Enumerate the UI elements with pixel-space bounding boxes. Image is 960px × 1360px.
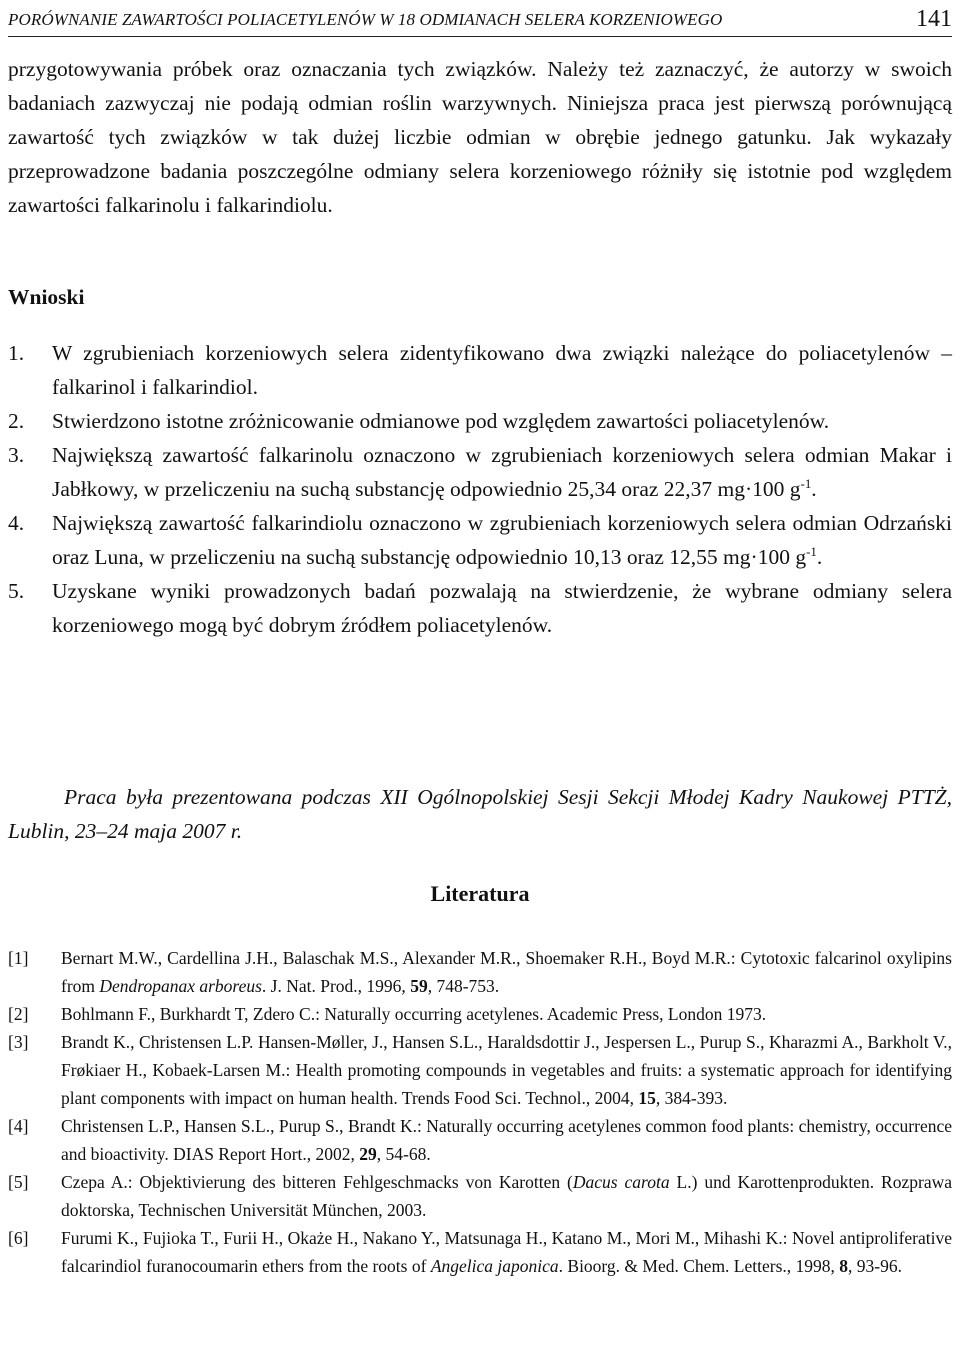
reference-number: [5] xyxy=(8,1172,29,1192)
conclusion-number: 3. xyxy=(8,443,25,467)
reference-text: , 93-96. xyxy=(848,1256,902,1276)
reference-text: L.) und Karottenprodukten. Rozprawa doktorska, Technischen Universität München, 2003. xyxy=(61,1172,952,1220)
reference-item xyxy=(8,1112,952,1168)
reference-number: [3] xyxy=(8,1032,29,1052)
presentation-note: Praca była prezentowana podczas XII Ogólnopolskiej Sesji Sekcji Młodej Kadry Naukowej PTTŻ, Lublin, 23–24 maja 2007 r. xyxy=(8,785,952,843)
reference-volume: 59 xyxy=(410,976,428,996)
references-list xyxy=(8,944,952,1280)
conclusion-text: W zgrubieniach korzeniowych selera zidentyfikowano dwa związki należące do poliacetylenów – falkarinol i falkarindiol. xyxy=(52,341,952,399)
reference-item xyxy=(8,1168,952,1224)
conclusion-number: 4. xyxy=(8,511,25,535)
literature-heading: Literatura xyxy=(430,881,530,906)
reference-text: Bernart M.W., Cardellina J.H., Balaschak M.S., Alexander M.R., Shoemaker R.H., Boyd M.R.: Cytotoxic falcarinol oxylipins from xyxy=(61,948,952,996)
conclusion-item xyxy=(8,574,952,642)
conclusions-heading: Wnioski xyxy=(8,285,85,309)
conclusion-item xyxy=(8,404,952,438)
running-header xyxy=(8,6,952,37)
conclusions-list xyxy=(8,336,952,642)
conclusion-item xyxy=(8,336,952,404)
conclusion-text: Stwierdzono istotne zróżnicowanie odmianowe pod względem zawartości poliacetylenów. xyxy=(52,409,830,433)
conclusion-text-end: . xyxy=(816,545,823,569)
reference-species: Dacus carota xyxy=(572,1172,670,1192)
conclusion-number: 2. xyxy=(8,409,25,433)
reference-text: Brandt K., Christensen L.P. Hansen-Møller, J., Hansen S.L., Haraldsdottir J., Jespersen L., Purup S., Kharazmi A., Barkholt V., Frøkiaer H., Kobaek-Larsen M.: Health promoting compounds in vegetables and fruits: a systematic approach for identifying plant components with impact on human health. Trends Food Sci. Technol., 2004, xyxy=(61,1032,952,1108)
conclusion-text-end: . xyxy=(811,477,817,501)
conclusion-item xyxy=(8,438,952,506)
conclusion-number: 1. xyxy=(8,341,25,365)
conclusion-item xyxy=(8,506,952,574)
reference-text: . J. Nat. Prod., 1996, xyxy=(261,976,411,996)
reference-item xyxy=(8,1224,952,1280)
reference-item xyxy=(8,944,952,1000)
reference-text: , 54-68. xyxy=(376,1144,431,1164)
reference-volume: 8 xyxy=(839,1256,849,1276)
reference-number: [1] xyxy=(8,948,29,968)
reference-volume: 15 xyxy=(638,1088,656,1108)
reference-number: [6] xyxy=(8,1228,29,1248)
reference-text: . Bioorg. & Med. Chem. Letters., 1998, xyxy=(558,1256,840,1276)
unit-superscript: -1 xyxy=(806,544,817,559)
reference-text: , 748-753. xyxy=(427,976,500,996)
conclusion-text: Największą zawartość falkarinolu oznaczono w zgrubieniach korzeniowych selera odmian Makar i Jabłkowy, w przeliczeniu na suchą substancję odpowiednio 25,34 oraz 22,37 mg·100 g xyxy=(52,443,952,501)
conclusion-text: Uzyskane wyniki prowadzonych badań pozwalają na stwierdzenie, że wybrane odmiany selera korzeniowego mogą być dobrym źródłem poliacetylenów. xyxy=(52,579,952,637)
reference-species: Angelica japonica xyxy=(430,1256,559,1276)
reference-text: Czepa A.: Objektivierung des bitteren Fehlgeschmacks von Karotten ( xyxy=(61,1172,573,1192)
reference-text: , 384-393. xyxy=(655,1088,728,1108)
conclusion-text: Największą zawartość falkarindiolu oznaczono w zgrubieniach korzeniowych selera odmian Odrzański oraz Luna, w przeliczeniu na suchą substancję odpowiednio 10,13 oraz 12,55 mg·100 g xyxy=(52,511,952,569)
reference-item xyxy=(8,1000,952,1028)
reference-item xyxy=(8,1028,952,1112)
page-number: 141 xyxy=(916,6,952,32)
running-title: PORÓWNANIE ZAWARTOŚCI POLIACETYLENÓW W 18 ODMIANACH SELERA KORZENIOWEGO xyxy=(8,10,723,29)
reference-text: Christensen L.P., Hansen S.L., Purup S., Brandt K.: Naturally occurring acetylenes common food plants: chemistry, occurrence and bioactivity. DIAS Report Hort., 2002, xyxy=(61,1116,952,1164)
reference-species: Dendropanax arboreus xyxy=(99,976,262,996)
reference-text: Furumi K., Fujioka T., Furii H., Okaże H., Nakano Y., Matsunaga H., Katano M., Mori M., Mihashi K.: Novel antiproliferative falcarindiol furanocoumarin ethers from the roots of xyxy=(61,1228,952,1276)
intro-paragraph: przygotowywania próbek oraz oznaczania tych związków. Należy też zaznaczyć, że autorzy w swoich badaniach zazwyczaj nie podają odmian roślin warzywnych. Niniejsza praca jest pierwszą porównującą zawartość tych związków w tak dużej liczbie odmian w obrębie jednego gatunku. Jak wykazały przeprowadzone badania poszczególne odmiany selera korzeniowego różniły się istotnie pod względem zawartości falkarinolu i falkarindiolu. xyxy=(8,57,952,217)
reference-volume: 29 xyxy=(359,1144,377,1164)
conclusion-number: 5. xyxy=(8,579,25,603)
reference-text: Bohlmann F., Burkhardt T, Zdero C.: Naturally occurring acetylenes. Academic Press, London 1973. xyxy=(61,1004,767,1024)
reference-number: [4] xyxy=(8,1116,29,1136)
unit-superscript: -1 xyxy=(800,476,812,491)
reference-number: [2] xyxy=(8,1004,29,1024)
